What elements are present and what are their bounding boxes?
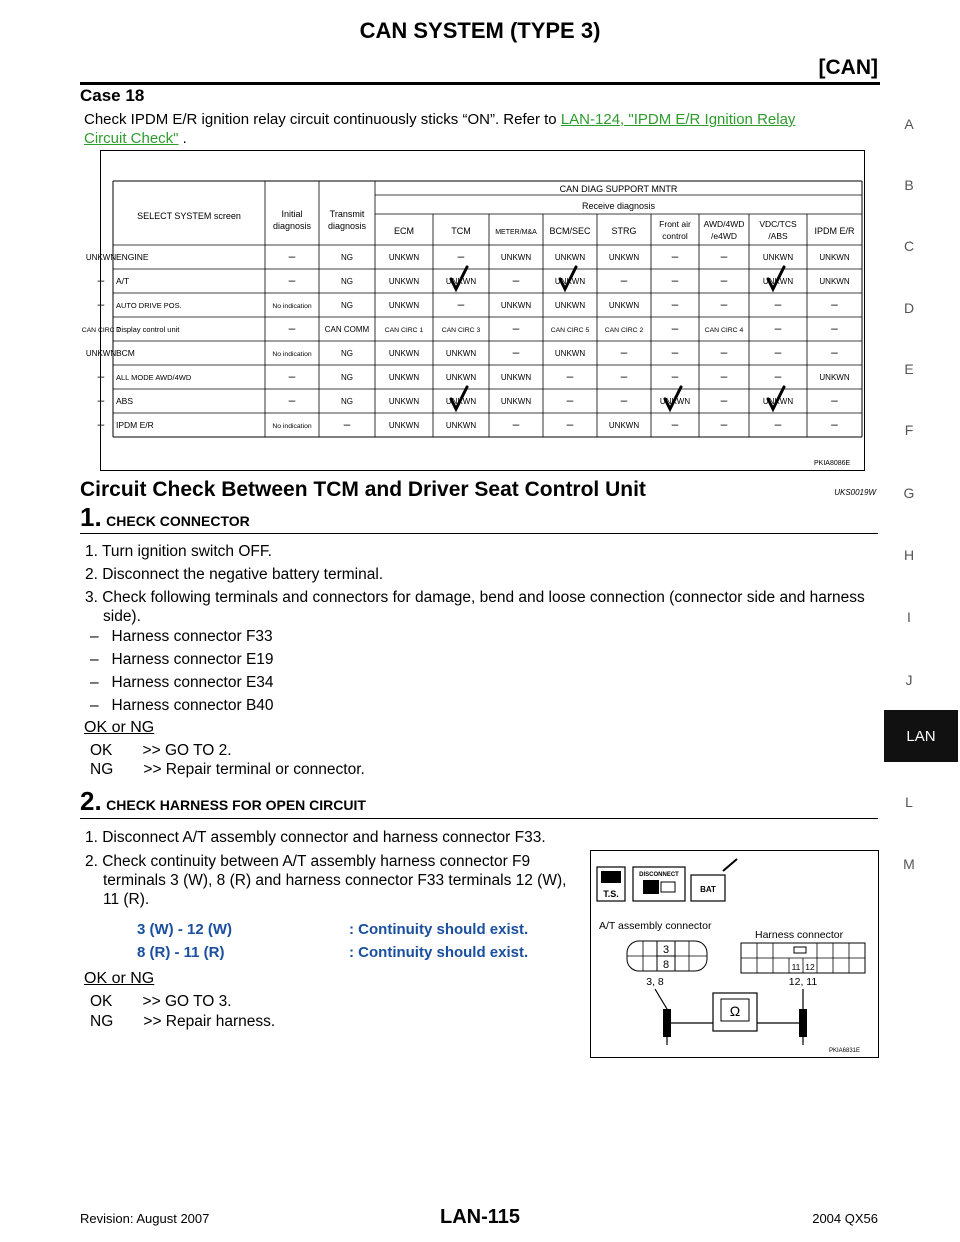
diag-cell: – (720, 417, 728, 431)
can-diag-support-header: CAN DIAG SUPPORT MNTR (559, 184, 678, 194)
diag-cell: – (288, 393, 296, 407)
diag-cell: – (620, 273, 628, 287)
diag-cell: CAN CIRC 1 (384, 327, 424, 334)
diag-cell: No indication (272, 423, 312, 430)
diag-cell: UNKWN (445, 349, 477, 358)
diag-cell: – (566, 393, 574, 407)
receive-column-header: /e4WD (711, 231, 737, 241)
receive-column-header: STRG (611, 226, 637, 236)
diag-cell: UNKWN (762, 277, 794, 286)
diag-cell: – (774, 345, 782, 359)
receive-column-header: /ABS (768, 231, 788, 241)
harness-pin-11: 11 (791, 962, 801, 972)
diag-cell: – (720, 369, 728, 383)
diag-cell: UNKWN (388, 421, 420, 430)
diag-cell: UNKWN (388, 397, 420, 406)
system-row-name: BCM (116, 348, 135, 358)
diag-cell: – (671, 297, 679, 311)
diag-cell: UNKWN (554, 253, 586, 262)
diag-cell: UNKWN (819, 373, 850, 382)
step1-heading (80, 502, 250, 533)
step2-item-1: 1. Disconnect A/T assembly connector and harness connector F33. (85, 829, 546, 846)
step2-ok-ng-heading: OK or NG (84, 970, 155, 987)
harness-connector-label: Harness connector (755, 929, 844, 941)
system-row-name: AUTO DRIVE POS. (116, 301, 182, 310)
page-title: CAN SYSTEM (TYPE 3) (359, 18, 601, 43)
diag-cell: UNKWN (659, 397, 691, 406)
header-rule (80, 82, 880, 85)
diag-cell: – (97, 417, 105, 431)
diag-cell: CAN CIRC 2 (604, 327, 644, 334)
select-system-header: SELECT SYSTEM screen (137, 211, 241, 221)
diag-cell: – (97, 297, 105, 311)
side-index-d[interactable]: D (903, 300, 915, 316)
step2-ng-result: NG >> Repair harness. (90, 1013, 276, 1030)
diag-cell: – (566, 417, 574, 431)
side-index-j[interactable]: J (905, 672, 913, 688)
sub-item: – Harness connector E34 (90, 674, 274, 691)
diag-cell: – (774, 417, 782, 431)
step1-number: 1. (80, 502, 102, 532)
diag-cell: UNKWN (445, 397, 477, 406)
diag-cell: – (720, 297, 728, 311)
receive-diagnosis-header: Receive diagnosis (581, 201, 656, 211)
diag-cell: CAN CIRC 7 (81, 327, 121, 334)
diag-cell: UNKWN (819, 253, 850, 262)
step1-label: CHECK CONNECTOR (106, 513, 250, 529)
diag-cell: – (512, 345, 520, 359)
receive-column-header: AWD/4WD (703, 219, 745, 229)
step1-ng-result: NG >> Repair terminal or connector. (90, 761, 365, 778)
step2-label: CHECK HARNESS FOR OPEN CIRCUIT (106, 797, 366, 813)
footer-revision: Revision: August 2007 (80, 1211, 210, 1226)
side-index-e[interactable]: E (904, 361, 914, 377)
diag-cell: – (720, 249, 728, 263)
diag-cell: – (831, 321, 838, 335)
at-terminals: 3, 8 (646, 976, 664, 988)
diag-cell: UNKWN (762, 397, 794, 406)
badge-bat: BAT (700, 885, 716, 894)
section-title: Circuit Check Between TCM and Driver Seat Control Unit (80, 478, 646, 501)
system-row-name: ALL MODE AWD/4WD (116, 373, 192, 382)
diag-cell: UNKWN (388, 373, 420, 382)
section-code: UKS0019W (834, 488, 876, 497)
step1-ok-result: OK >> GO TO 2. (90, 742, 232, 759)
receive-column-header: control (662, 231, 688, 241)
diag-cell: – (671, 273, 679, 287)
transmit-diagnosis-header: diagnosis (327, 221, 367, 231)
harness-terminals: 12, 11 (788, 976, 818, 988)
diag-cell: NG (341, 349, 353, 358)
transmit-diagnosis-header: Transmit (329, 209, 365, 219)
initial-diagnosis-header: Initial (281, 209, 303, 219)
diag-cell: UNKWN (608, 421, 640, 430)
diag-cell: NG (341, 397, 353, 406)
diag-cell: UNKWN (445, 277, 477, 286)
step2-ok-result: OK >> GO TO 3. (90, 993, 232, 1010)
diag-cell: – (512, 417, 520, 431)
diag-cell: UNKWN (819, 277, 850, 286)
diag-cell: CAN CIRC 4 (704, 327, 744, 334)
diag-cell: UNKWN (500, 301, 532, 310)
side-index-h[interactable]: H (903, 547, 915, 563)
step2-item-2: 2. Check continuity between A/T assembly harness connector F9 terminals 3 (W), 8 (R) and harness connector F33 terminals 12 (W), 11 (R). (85, 853, 567, 908)
step2-number: 2. (80, 786, 102, 816)
check-pair-2: 8 (R) - 11 (R) (137, 944, 225, 961)
section-tag: [CAN] (818, 56, 878, 79)
system-row-name: ABS (116, 396, 134, 406)
side-index-l[interactable]: L (905, 794, 913, 810)
diag-cell: – (671, 345, 679, 359)
step1-ok-ng-heading: OK or NG (84, 719, 155, 736)
badge-disconnect: DISCONNECT (639, 872, 679, 878)
diag-cell: – (671, 417, 679, 431)
diag-cell: – (831, 345, 838, 359)
can-diag-table (81, 151, 864, 470)
diag-cell: NG (341, 373, 353, 382)
diag-cell: – (831, 417, 838, 431)
at-pin-3: 3 (662, 944, 670, 956)
diag-cell: No indication (272, 351, 312, 358)
system-row-name: Display control unit (116, 325, 180, 334)
receive-column-header: METER/M&A (495, 229, 537, 236)
diag-cell: – (97, 369, 105, 383)
sub-item: – Harness connector F33 (90, 628, 273, 645)
diag-cell: NG (341, 301, 353, 310)
harness-pin-12: 12 (805, 962, 815, 972)
fig2-code: PKIA6831E (829, 1048, 861, 1054)
diag-cell: – (620, 369, 628, 383)
diag-cell: UNKWN (388, 301, 420, 310)
sub-item: – Harness connector B40 (90, 697, 274, 714)
receive-column-header: BCM/SEC (549, 226, 591, 236)
diag-cell: CAN CIRC 3 (441, 327, 481, 334)
diag-cell: – (97, 393, 105, 407)
diag-cell: – (831, 393, 838, 407)
continuity-diagram (591, 851, 878, 1057)
diag-cell: – (720, 345, 728, 359)
side-index-b[interactable]: B (904, 177, 914, 193)
receive-column-header: TCM (451, 226, 471, 236)
diag-cell: – (671, 249, 679, 263)
can-diag-figure (81, 150, 865, 471)
probe-left (663, 1009, 671, 1037)
diag-cell: – (831, 297, 838, 311)
diag-cell: UNKWN (554, 349, 586, 358)
diag-cell: – (774, 369, 782, 383)
diag-cell: NG (341, 277, 353, 286)
diag-cell: UNKWN (608, 301, 640, 310)
side-tab-lan[interactable]: LAN (884, 710, 958, 762)
system-row-name: IPDM E/R (116, 420, 154, 430)
step1-rule (80, 533, 878, 534)
footer-page: LAN-115 (439, 1206, 521, 1228)
diag-cell: – (288, 321, 296, 335)
step1-item-3: 3. Check following terminals and connectors for damage, bend and loose connection (connector side and harness side). (85, 589, 865, 625)
diag-cell: UNKWN (500, 373, 532, 382)
diag-cell: – (671, 369, 679, 383)
check-result-2: : Continuity should exist. (349, 944, 529, 961)
diag-cell: – (288, 249, 296, 263)
diag-cell: – (566, 369, 574, 383)
side-index-a[interactable]: A (904, 116, 914, 132)
system-row-name: ENGINE (116, 252, 149, 262)
diag-cell: – (620, 345, 628, 359)
check-result-1: : Continuity should exist. (349, 921, 529, 938)
diag-cell: – (512, 321, 520, 335)
diag-cell: UNKWN (85, 253, 117, 262)
receive-column-header: IPDM E/R (814, 226, 855, 236)
step1-item-1: 1. Turn ignition switch OFF. (85, 543, 272, 560)
figure-code: PKIA8086E (814, 460, 851, 467)
diag-cell: NG (341, 253, 353, 262)
side-index-m[interactable]: M (903, 856, 915, 872)
diag-cell: UNKWN (85, 349, 117, 358)
case-text: Check IPDM E/R ignition relay circuit continuously sticks “ON”. Refer to LAN-124, "IPDM E/R Ignition Relay Circuit Check" . (84, 111, 796, 147)
diag-cell: UNKWN (500, 397, 532, 406)
check-pair-1: 3 (W) - 12 (W) (137, 921, 232, 938)
diag-cell: UNKWN (554, 301, 586, 310)
diag-cell: – (620, 393, 628, 407)
continuity-figure (590, 850, 879, 1058)
diag-cell: No indication (272, 303, 312, 310)
step2-rule (80, 818, 878, 819)
side-index-g[interactable]: G (903, 485, 915, 501)
diag-cell: – (343, 417, 351, 431)
step1-item-2: 2. Disconnect the negative battery terminal. (85, 566, 384, 583)
diag-cell: CAN CIRC 5 (550, 327, 590, 334)
diag-cell: – (774, 321, 782, 335)
diag-cell: – (720, 393, 728, 407)
footer-model: 2004 QX56 (812, 1211, 878, 1226)
diag-cell: – (288, 273, 296, 287)
diag-cell: UNKWN (762, 253, 794, 262)
sub-item: – Harness connector E19 (90, 651, 274, 668)
diag-cell: UNKWN (445, 421, 477, 430)
diag-cell: UNKWN (388, 277, 420, 286)
diag-cell: – (720, 273, 728, 287)
side-index-i[interactable]: I (907, 609, 911, 625)
receive-column-header: Front air (659, 219, 691, 229)
diag-cell: – (97, 273, 105, 287)
diag-cell: CAN COMM (324, 325, 370, 334)
receive-column-header: VDC/TCS (759, 219, 797, 229)
diag-cell: – (774, 297, 782, 311)
diag-cell: UNKWN (500, 253, 532, 262)
side-index-f[interactable]: F (904, 422, 914, 438)
diag-cell: UNKWN (554, 277, 586, 286)
diag-cell: UNKWN (388, 349, 420, 358)
badge-ts: T.S. (603, 889, 619, 899)
side-index-c[interactable]: C (903, 238, 915, 254)
diag-cell: UNKWN (608, 253, 640, 262)
case-reference-link[interactable]: LAN-124, "IPDM E/R Ignition Relay Circuit Check" (84, 111, 796, 147)
initial-diagnosis-header: diagnosis (272, 221, 312, 231)
probe-right (799, 1009, 807, 1037)
diag-cell: – (671, 321, 679, 335)
at-pin-8: 8 (662, 959, 670, 971)
diag-cell: – (457, 297, 465, 311)
at-connector-label: A/T assembly connector (599, 920, 712, 932)
diag-cell: – (457, 249, 465, 263)
system-row-name: A/T (116, 276, 130, 286)
diag-cell: – (512, 273, 520, 287)
case-text-before: Check IPDM E/R ignition relay circuit continuously sticks “ON”. Refer to (84, 111, 561, 128)
case-heading: Case 18 (80, 86, 145, 105)
diag-cell: UNKWN (388, 253, 420, 262)
diag-cell: – (288, 369, 296, 383)
receive-column-header: ECM (394, 226, 414, 236)
step2-heading (80, 786, 366, 817)
ohm-symbol: Ω (729, 1003, 741, 1019)
diag-cell: UNKWN (445, 373, 477, 382)
